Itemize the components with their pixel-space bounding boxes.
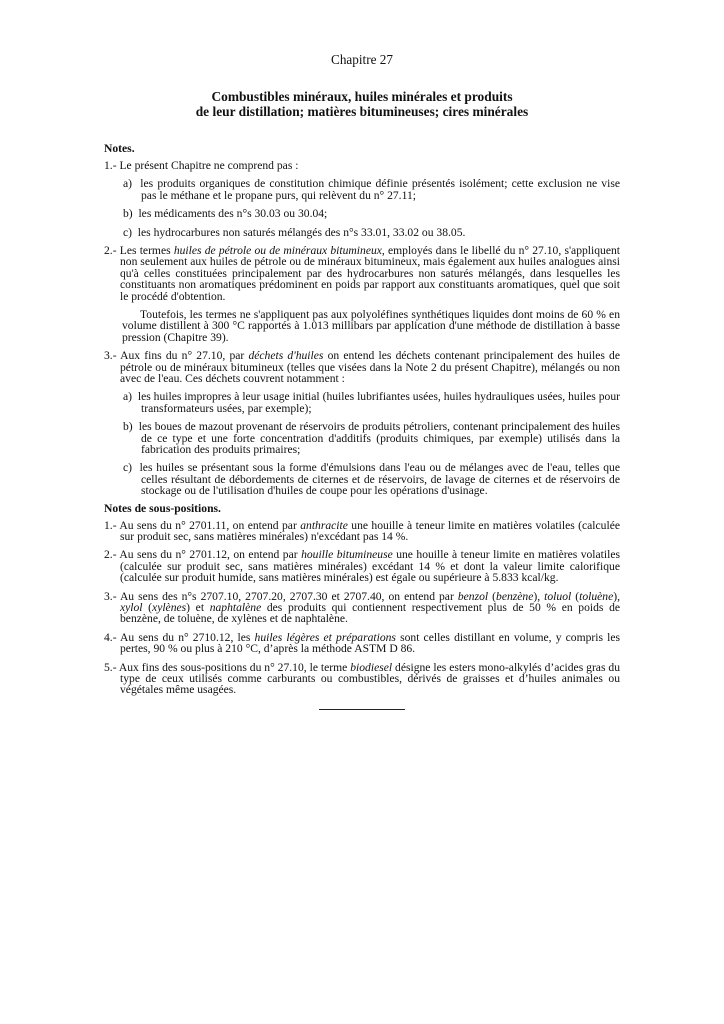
subnote-5 [104,662,620,696]
subnote-4-post: sont celles distillant en volume, y compris les pertes, 90 % ou plus à 210 °C, d’après la méthode ASTM D 86. [120,630,620,656]
subnote-1-post: une houille à teneur limite en matières volatiles (calculée sur produit sec, sans matières minérales) n'excédant pas 14 %. [120,518,620,543]
subnote-3-punct: ( [571,589,580,603]
subnote-4-pre: 4.- Au sens du n° 2710.12, les [104,630,255,644]
subnote-3-punct: ), [533,589,545,603]
note-3-item-c: c) les huiles se présentant sous la forme d'émulsions dans l'eau ou de mélanges avec de l'eau, telles que celles résultant de débordements de citernes et de réservoirs, de lavage de citernes et de réservoirs de stockage ou de l'utilisation d'huiles de coupe pour les opérations d'usinage. [123,461,620,498]
notes-heading: Notes. [104,142,135,155]
subnote-3-term-naphtalene: naphtalène [209,601,262,614]
subnote-5-term: biodiesel [350,660,393,674]
note-1-item-a: a) les produits organiques de constitution chimique définie présentés isolément; cette exclusion ne vise pas le méthane et le propane purs, qui relèvent du n° 27.11; [123,177,620,202]
subheading-notes: Notes de sous-positions. [104,501,221,515]
note-3-item-a: a) les huiles impropres à leur usage initial (huiles lubrifiantes usées, huiles hydrauliques usées, huiles pour transformateurs usées, par exemple); [123,390,620,415]
subnote-4 [104,632,620,655]
subnote-3-punct: ( [142,601,153,614]
subnote-4-term: huiles légères et préparations [254,630,396,644]
subnote-2-term: houille bitumineuse [301,548,393,562]
subnote-1-term: anthracite [300,518,348,532]
subnote-3-punct: ), [613,589,620,603]
note-3-post: on entend les déchets contenant principalement des huiles de pétrole ou de minéraux bitumineux (telles que visées dans la Note 2 du présent Chapitre), mélangés ou non avec de l'eau. Ces déchets couvrent notamment : [120,349,620,385]
subnote-3-term-benzene: benzène [496,589,534,603]
subnote-3-term-toluol: toluol [544,589,572,603]
subnote-3 [104,591,620,625]
subnote-1 [104,520,620,543]
subnote-5-post: désigne les esters mono-alkylés d’acides gras du type de ceux utilisés comme carburants ou combustibles, dérivés de graisses et d’huiles animales ou végétales même usagées. [120,660,620,697]
chapter-title [0,90,724,119]
subnote-3-post: des produits qui contiennent respectivement plus de 50 % en poids de benzène, de toluène, de xylènes et de naphtalène. [120,601,621,626]
subnote-3-pre: 3.- Au sens des n°s 2707.10, 2707.20, 2707.30 et 2707.40, on entend par [104,589,458,603]
subnote-2-pre: 2.- Au sens du n° 2701.12, on entend par [104,548,302,562]
subnote-3-punct: ) et [186,601,210,614]
chapter-number: Chapitre 27 [331,52,393,67]
note-2-term: huiles de pétrole ou de minéraux bitumineux [173,243,382,257]
note-1-item-b: b) les médicaments des n°s 30.03 ou 30.04; [123,207,328,221]
subnote-3-term-xylenes: xylènes [152,601,187,614]
subnote-3-term-toluene: toluène [579,589,614,603]
subnote-3-punct: ( [488,589,497,603]
subnote-1-pre: 1.- Au sens du n° 2701.11, on entend par [104,518,301,532]
subnote-3-term-xylol: xylol [120,601,143,614]
subnote-2 [104,549,620,583]
note-2-pre: 2.- Les termes [104,243,174,257]
note-3-item-b: b) les boues de mazout provenant de réservoirs de produits pétroliers, contenant principalement des huiles de ce type et une forte concentration d'additifs (produits chimiques, par exemple) utilisés dans la fabrication des produits primaires; [123,420,620,457]
subnote-2-post: une houille à teneur limite en matières volatiles (calculée sur produit sec, sans matières minérales) excédant 14 % et dont la valeur limite calorifique (calculée sur produit humide, sans matières minérales) est égale ou supérieure à 5.833 kcal/kg. [120,548,620,585]
note-1-intro: 1.- Le présent Chapitre ne comprend pas : [104,158,299,172]
subnote-3-term-benzol: benzol [457,589,489,603]
note-2 [104,245,620,302]
note-2-paragraph-2: Toutefois, les termes ne s'appliquent pas aux polyoléfines synthétiques liquides dont moins de 60 % en volume distillent à 300 °C rapportés à 1.013 millibars par application d'une méthode de distillation à basse pression (Chapitre 39). [122,307,620,344]
document-body [104,143,620,710]
note-2-post: , employés dans le libellé du n° 27.10, s'appliquent non seulement aux huiles de pétrole ou de minéraux bitumineux, mais également aux huiles analogues ainsi qu'à celles constituées principalement par des hydrocarbures non saturés mélangés, dans lesquelles les constituants non aromatiques prédominent en poids par rapport aux constituants aromatiques, quel que soit le procédé d'obtention. [120,243,620,303]
end-separator-line [319,709,405,710]
subnote-5-pre: 5.- Aux fins des sous-positions du n° 27.10, le terme [104,660,351,674]
note-3 [104,350,620,384]
note-3-pre: 3.- Aux fins du n° 27.10, par [104,349,249,363]
chapter-title-line-1: Combustibles minéraux, huiles minérales et produits [211,89,513,104]
note-1-item-c: c) les hydrocarbures non saturés mélangés des n°s 33.01, 33.02 ou 38.05. [123,225,466,239]
note-3-term: déchets d'huiles [248,349,324,363]
chapter-title-line-2: de leur distillation; matières bitumineuses; cires minérales [195,103,529,119]
